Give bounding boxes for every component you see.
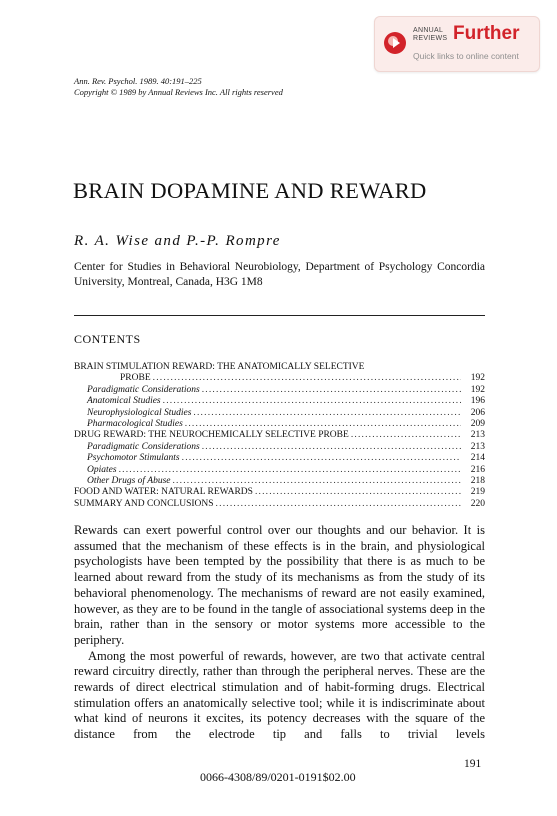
toc-entry-label: Pharmacological Studies bbox=[87, 418, 183, 429]
toc-leader-dots bbox=[163, 396, 461, 407]
toc-entry bbox=[74, 499, 485, 510]
toc-leader-dots bbox=[351, 430, 461, 441]
toc-entry-page: 220 bbox=[470, 498, 485, 509]
toc-entry-page: 218 bbox=[470, 475, 485, 486]
toc-leader-dots bbox=[255, 487, 461, 498]
toc-entry-label: Opiates bbox=[87, 464, 117, 475]
toc-leader-dots bbox=[193, 408, 461, 419]
page-number: 191 bbox=[464, 758, 482, 770]
toc-entry bbox=[74, 465, 485, 476]
toc-leader-dots bbox=[182, 453, 461, 464]
article-body bbox=[74, 523, 485, 743]
author-affiliation: Center for Studies in Behavioral Neurobiology, Department of Psychology Concordia University, Montreal, Canada, H3G 1M8 bbox=[74, 261, 485, 288]
toc-entry-label: Other Drugs of Abuse bbox=[87, 475, 171, 486]
copyright-line: Copyright © 1989 by Annual Reviews Inc. All rights reserved bbox=[74, 87, 283, 97]
toc-entry-label: BRAIN STIMULATION REWARD: THE ANATOMICALLY SELECTIVE bbox=[74, 362, 365, 372]
article-title: BRAIN DOPAMINE AND REWARD bbox=[73, 178, 427, 203]
toc-entry-page: 206 bbox=[470, 407, 485, 418]
toc-leader-dots bbox=[202, 385, 461, 396]
body-paragraph-2: Among the most powerful of rewards, however, are two that activate central reward circuitry directly, rather than through the peripheral nerves. These are the rewards of direct electrical stimulation and of habit-forming drugs. Electrical stimulation offers an anatomically selective tool; while it is indiscriminate about what kind of neurons it excites, its potency decreases with the square of the distance from the electrode tip and falls to trivial levels bbox=[74, 648, 485, 742]
toc-leader-dots bbox=[172, 476, 461, 487]
body-paragraph-1: Rewards can exert powerful control over our thoughts and our behavior. It is assumed that the mechanism of these effects is in the brain, and physiological psychologists have been tempted by the possibility that there is as much to be learned about reward from the study of its mechanisms as from the study of its behavioral phenomenology. The mechanisms of reward are not easily examined, however, as they are to be found in the tangle of associational systems deep in the brain, rather than in the sensory or motor systems more accessible to the periphery. bbox=[74, 523, 485, 647]
badge-subtitle: Quick links to online content bbox=[413, 51, 519, 61]
toc-entry-page: 213 bbox=[470, 441, 485, 452]
toc-entry bbox=[74, 419, 485, 430]
toc-entry-label: Psychomotor Stimulants bbox=[87, 453, 180, 464]
toc-entry bbox=[74, 373, 485, 384]
toc-entry-label: FOOD AND WATER: NATURAL REWARDS bbox=[74, 487, 253, 498]
toc-leader-dots bbox=[185, 419, 461, 430]
toc-entry-page: 216 bbox=[470, 464, 485, 475]
toc-entry bbox=[74, 430, 485, 441]
toc-leader-dots bbox=[202, 442, 461, 453]
toc-entry-label: Neurophysiological Studies bbox=[87, 407, 192, 418]
play-arrow-icon bbox=[384, 32, 406, 54]
toc-entry-label: Paradigmatic Considerations bbox=[87, 441, 200, 452]
toc-entry bbox=[74, 442, 485, 453]
toc-entry bbox=[74, 476, 485, 487]
toc-entry-page: 213 bbox=[470, 430, 485, 441]
toc-leader-dots bbox=[153, 373, 461, 384]
toc-entry bbox=[74, 362, 485, 373]
toc-entry-page: 192 bbox=[470, 373, 485, 384]
toc-entry-label: Paradigmatic Considerations bbox=[87, 384, 200, 395]
further-badge[interactable] bbox=[374, 16, 540, 72]
toc-entry bbox=[74, 396, 485, 407]
toc-entry-label: SUMMARY AND CONCLUSIONS bbox=[74, 498, 214, 509]
toc-entry-label: DRUG REWARD: THE NEUROCHEMICALLY SELECTIVE PROBE bbox=[74, 430, 349, 441]
toc-entry-page: 219 bbox=[470, 487, 485, 498]
journal-line: Ann. Rev. Psychol. 1989. 40:191–225 bbox=[74, 76, 202, 86]
toc-entry-page: 192 bbox=[470, 384, 485, 395]
toc-entry bbox=[74, 487, 485, 498]
toc-entry bbox=[74, 408, 485, 419]
badge-publisher-label: ANNUAL REVIEWS bbox=[413, 27, 448, 42]
toc-entry-label: PROBE bbox=[120, 373, 151, 384]
toc-entry bbox=[74, 385, 485, 396]
article-authors: R. A. Wise and P.-P. Rompre bbox=[74, 233, 281, 249]
toc-entry-page: 214 bbox=[470, 453, 485, 464]
toc-entry bbox=[74, 453, 485, 464]
table-of-contents bbox=[74, 362, 485, 510]
section-divider bbox=[74, 315, 485, 316]
contents-heading: CONTENTS bbox=[74, 332, 141, 346]
article-code: 0066-4308/89/0201-0191$02.00 bbox=[200, 770, 356, 784]
toc-entry-label: Anatomical Studies bbox=[87, 396, 161, 407]
toc-entry-page: 209 bbox=[470, 418, 485, 429]
journal-citation bbox=[74, 76, 283, 98]
toc-leader-dots bbox=[216, 499, 461, 510]
toc-entry-page: 196 bbox=[470, 396, 485, 407]
badge-title: Further bbox=[453, 23, 520, 44]
toc-leader-dots bbox=[119, 465, 461, 476]
